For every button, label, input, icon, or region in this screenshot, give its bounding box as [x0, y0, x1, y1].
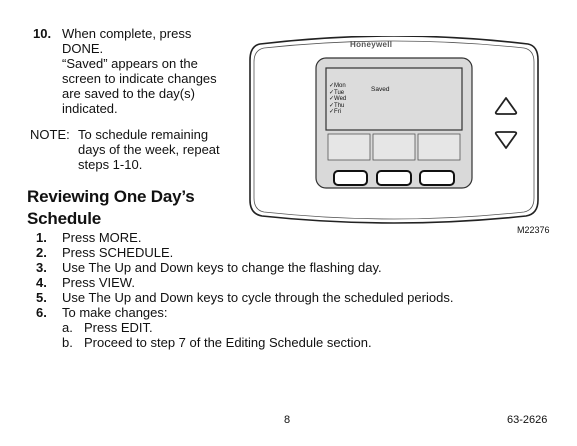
section-heading-line: Schedule: [27, 209, 101, 228]
brand-logo: Honeywell: [350, 40, 393, 49]
lcd-day: ✓Tue: [329, 89, 345, 96]
step-10-line: When complete, press: [62, 26, 192, 41]
lcd-day-list: [329, 83, 346, 116]
document-number: 63-2626: [507, 414, 548, 426]
soft-key-area: [373, 134, 415, 160]
step-10-text: [62, 26, 217, 116]
step-10-line: are saved to the day(s): [62, 86, 195, 101]
substep-letter: b.: [62, 335, 73, 350]
step-number: 2.: [36, 245, 47, 260]
step-text: Use The Up and Down keys to change the flashing day.: [62, 260, 382, 275]
figure-id: M22376: [517, 225, 550, 235]
step-number: 6.: [36, 305, 47, 320]
step-text: Use The Up and Down keys to cycle through the scheduled periods.: [62, 290, 454, 305]
lcd-day: ✓Mon: [329, 83, 346, 89]
step-text: To make changes:: [62, 305, 168, 320]
lcd-saved-status: Saved: [371, 86, 390, 93]
substep-text: Proceed to step 7 of the Editing Schedule section.: [84, 335, 372, 350]
step-number: 4.: [36, 275, 47, 290]
lcd-day: ✓Wed: [329, 96, 347, 103]
step-text: Press VIEW.: [62, 275, 135, 290]
substep-text: Press EDIT.: [84, 320, 153, 335]
soft-key-area: [328, 134, 370, 160]
lcd-screen: [326, 68, 462, 130]
thermostat-illustration: [246, 36, 542, 224]
soft-key-button-middle: [377, 171, 411, 185]
note-text: [78, 127, 220, 172]
step-10-line: DONE.: [62, 41, 104, 56]
page-number: 8: [284, 414, 291, 426]
step-text: Press SCHEDULE.: [62, 245, 174, 260]
step-10-line: screen to indicate changes: [62, 71, 217, 86]
step-text: Press MORE.: [62, 230, 142, 245]
step-10-line: indicated.: [62, 101, 118, 116]
lcd-day: ✓Thu: [329, 102, 345, 109]
step-number: 1.: [36, 230, 47, 245]
step-10-number: 10.: [33, 26, 52, 41]
step-number: 3.: [36, 260, 47, 275]
note-line: days of the week, repeat: [78, 142, 220, 157]
section-heading-line: Reviewing One Day’s: [27, 187, 195, 206]
substep-letter: a.: [62, 320, 73, 335]
note-label: NOTE:: [30, 127, 70, 142]
note-line: To schedule remaining: [78, 127, 209, 142]
lcd-day: ✓Fri: [329, 109, 342, 116]
soft-key-button-right: [420, 171, 454, 185]
step-10-line: “Saved” appears on the: [62, 56, 198, 71]
soft-key-area: [418, 134, 460, 160]
soft-key-button-left: [334, 171, 367, 185]
section-heading: [27, 186, 195, 230]
note-line: steps 1-10.: [78, 157, 143, 172]
step-number: 5.: [36, 290, 47, 305]
